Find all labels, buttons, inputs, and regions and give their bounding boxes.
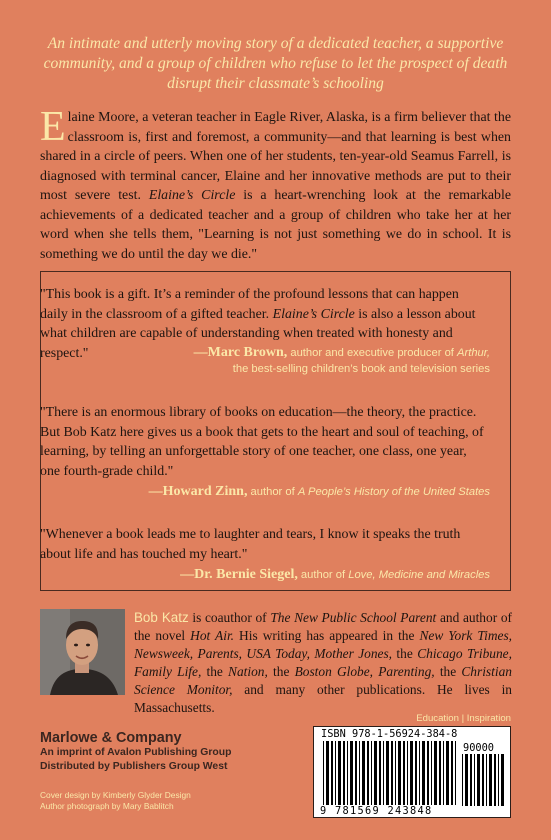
category-label: Education | Inspiration (416, 713, 511, 724)
cover-credit: Cover design by Kimberly Glyder Design (40, 790, 191, 800)
tagline: An intimate and utterly moving story of a dedicated teacher, a supportive community, and a group of children who refuse to let the prospect of death disrupt their classmate’s schooling (43, 35, 508, 92)
price-code-text: 90000 (463, 742, 494, 754)
price-barcode-bars (462, 754, 506, 806)
endorsement-howard-zinn (40, 403, 490, 500)
drop-cap: E (40, 104, 66, 150)
author-photo (40, 609, 125, 695)
publisher-block (40, 730, 300, 774)
isbn-text: ISBN 978-1-56924-384-8 (321, 728, 458, 740)
ean-digits: 9 781569 243848 (320, 805, 433, 817)
author-bio: Bob Katz is coauthor of The New Public School Parent and author of the novel Hot Air. His writing has appeared in the New York Times, Newsweek, Parents, USA Today, Mother Jones, the Chicago Tribune, Family Life, the Nation, the Boston Globe, Parenting, the Christian Science Monitor, and many other publications. He lives in Massachusetts. (134, 610, 513, 715)
photo-credit: Author photograph by Mary Bablitch (40, 801, 174, 811)
barcode (313, 726, 511, 818)
author-name: Bob Katz (134, 610, 189, 625)
endorsement-bernie-siegel (40, 525, 490, 583)
publisher-distributor: Distributed by Publishers Group West (40, 761, 228, 772)
quote-text: "Whenever a book leads me to laughter and tears, I know it speaks the truth about life and has touched my heart." (40, 527, 461, 562)
ean-barcode-bars (323, 741, 457, 805)
quote-attribution: —Howard Zinn, author of A People’s History of the United States (148, 484, 490, 499)
quote-attribution: —Dr. Bernie Siegel, author of Love, Medicine and Miracles (180, 567, 490, 582)
blurb-book-title: Elaine’s Circle (148, 188, 236, 203)
blurb-text-continued: is a heart-wrenching look at the remarkable achievements of a dedicated teacher and a group of children who take her at her word when she tells them, "Learning is not just something we do in school. It is something we do until the day we die." (40, 188, 511, 262)
quote-text: "This book is a gift. It’s a reminder of the profound lessons that can happen daily in the classroom of a gifted teacher. Elaine’s Circle is also a lesson about what children are capable of understanding when treated with honesty and respect." (40, 287, 476, 361)
publisher-imprint: An imprint of Avalon Publishing Group (40, 747, 232, 758)
quote-text: "There is an enormous library of books on education—the theory, the practice. But Bob Katz here gives us a book that gets to the heart and soul of teaching, of learning, by telling an unforgettable story of one teacher, one class, one year, one fourth-grade child." (40, 405, 484, 479)
quote-attribution-line2: the best-selling children’s book and television series (232, 363, 490, 375)
design-credits (40, 790, 300, 812)
description-blurb (40, 104, 511, 264)
publisher-name: Marlowe & Company (40, 730, 182, 746)
endorsement-marc-brown (40, 285, 490, 377)
blurb-text: laine Moore, a veteran teacher in Eagle River, Alaska, is a firm believer that the classroom is, first and foremost, a community—and that learning is best when shared in a circle of peers. When one of her students, ten-year-old Seamus Farrell, is diagnosed with terminal cancer, Elaine and her innovative methods are put to their most severe test. (40, 110, 511, 203)
quote-attribution: —Marc Brown, author and executive producer of Arthur, (193, 345, 490, 360)
